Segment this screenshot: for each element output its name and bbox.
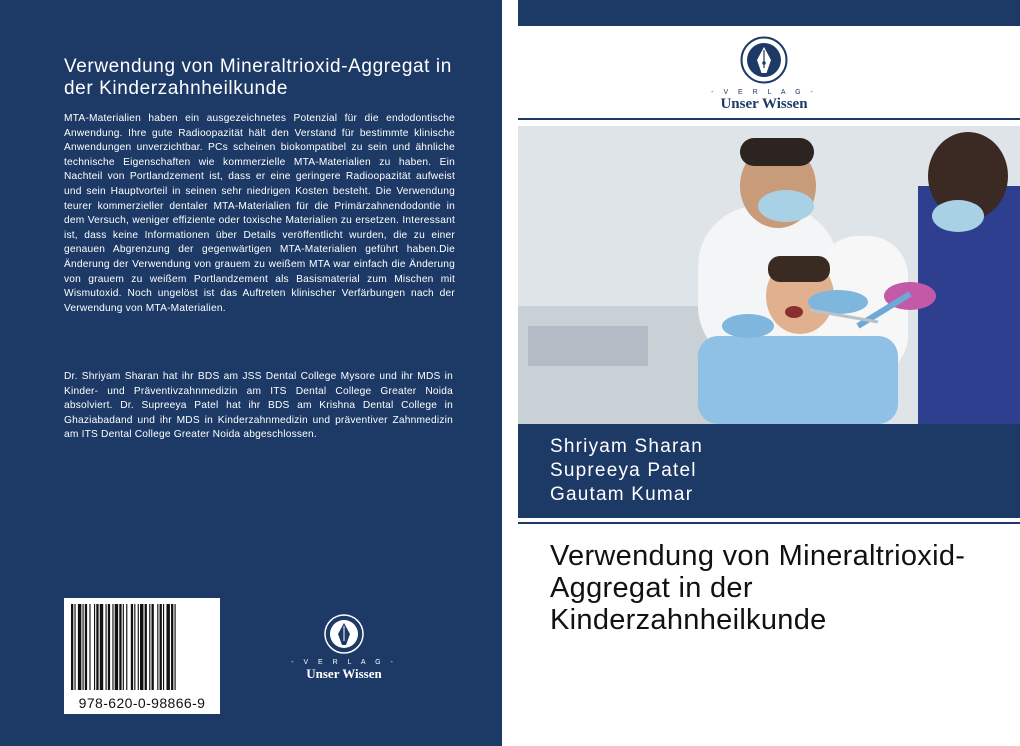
author-name: Supreeya Patel [550,460,697,481]
back-abstract: MTA-Materialien haben ein ausgezeichnetes Potenzial für die endodontische Anwendung. Ihre gute Radioopazität hält den Verstand für bestimmte klinische Anwendungen unverzichtbar. PCs scheinen biokompatibel zu sein und ähnliche technische Eigenschaften wie kommerzielle MTA-Materialien zu haben. Ein Nachteil von Portlandzement ist, dass er eine geringere Radioopazität aufweist und sein Hauptvorteil in seinen sehr niedrigen Kosten besteht. Die Verwendung teurer kommerzieller dentaler MTA-Materialien für die Primärzahnendodontie in dem Versuch, weniger effiziente oder toxische Materialien zu ersetzen. Interessant ist, dass keine Informationen über Details veröffentlicht wurden, die zu einer genauen Abgrenzung der gegenwärtigen MTA-Materialien geführt haben.Die Änderung der Verwendung von grauem zu weißem MTA war einfach die Änderung von grauem zu weißem Portlandzement als Basismaterial zum Mischen mit Wismutoxid. Noch ungelöst ist das Auftreten klinischer Verfärbungen nach der Verwendung von MTA-Materialien. [64,113,455,314]
barcode-bar [89,604,90,690]
barcode-bar [149,604,150,690]
barcode-bar [85,604,87,690]
barcode-bar [83,604,84,690]
front-title: Verwendung von Mineraltrioxid-Aggregat in der Kinderzahnheilkunde [550,540,966,636]
barcode-bars [71,604,213,690]
cover-photo [518,126,1020,424]
barcode-bar [131,604,133,690]
back-title: Verwendung von Mineraltrioxid-Aggregat in der Kinderzahnheilkunde [64,56,452,99]
barcode-bar [160,604,162,690]
barcode-bar [119,604,121,690]
rule-top [518,118,1020,120]
back-publisher-logo [290,614,398,682]
barcode-bar [171,604,173,690]
barcode-bar [78,604,81,690]
publisher-seal-icon [324,614,364,654]
verlag-label: - V E R L A G - [711,89,817,96]
publisher-name: Unser Wissen [720,96,808,112]
barcode-bar [163,604,164,690]
barcode [64,598,220,714]
barcode-bar [175,604,176,690]
barcode-bar [106,604,107,690]
spine [502,0,518,746]
barcode-bar [126,604,127,690]
barcode-bar [134,604,135,690]
barcode-bar [166,604,169,690]
barcode-bar [96,604,98,690]
barcode-bar [152,604,154,690]
author-name: Shriyam Sharan [550,436,704,457]
verlag-label: - V E R L A G - [291,659,397,666]
barcode-bar [108,604,110,690]
publisher-seal-icon [740,36,788,84]
isbn-number: 978-620-0-98866-9 [78,695,206,711]
authors-band [518,424,1020,518]
barcode-bar [123,604,124,690]
barcode-bar [71,604,73,690]
barcode-bar [74,604,75,690]
author-bio: Dr. Shriyam Sharan hat ihr BDS am JSS Dental College Mysore und ihr MDS in Kinder- und Präventivzahnmedizin am ITS Dental College Greater Noida absolviert. Dr. Supreeya Patel hat ihr BDS am Krishna Dental College in Ghaziabadand und ihr MDS in Kinderzahnmedizin und präventiver Zahnmedizin am ITS Dental College Greater Noida abgeschlossen. [64,371,453,441]
barcode-bar [115,604,118,690]
barcode-bar [157,604,158,690]
barcode-bar [140,604,143,690]
barcode-bar [100,604,103,690]
rule-bottom [518,522,1020,524]
barcode-bar [138,604,139,690]
barcode-bar [145,604,147,690]
dentist-scene-illustration [518,126,1020,424]
front-top-band [518,0,1020,26]
author-name: Gautam Kumar [550,484,694,505]
barcode-bar [112,604,113,690]
publisher-name: Unser Wissen [306,666,382,681]
front-publisher-logo [700,36,828,113]
barcode-bar [94,604,95,690]
